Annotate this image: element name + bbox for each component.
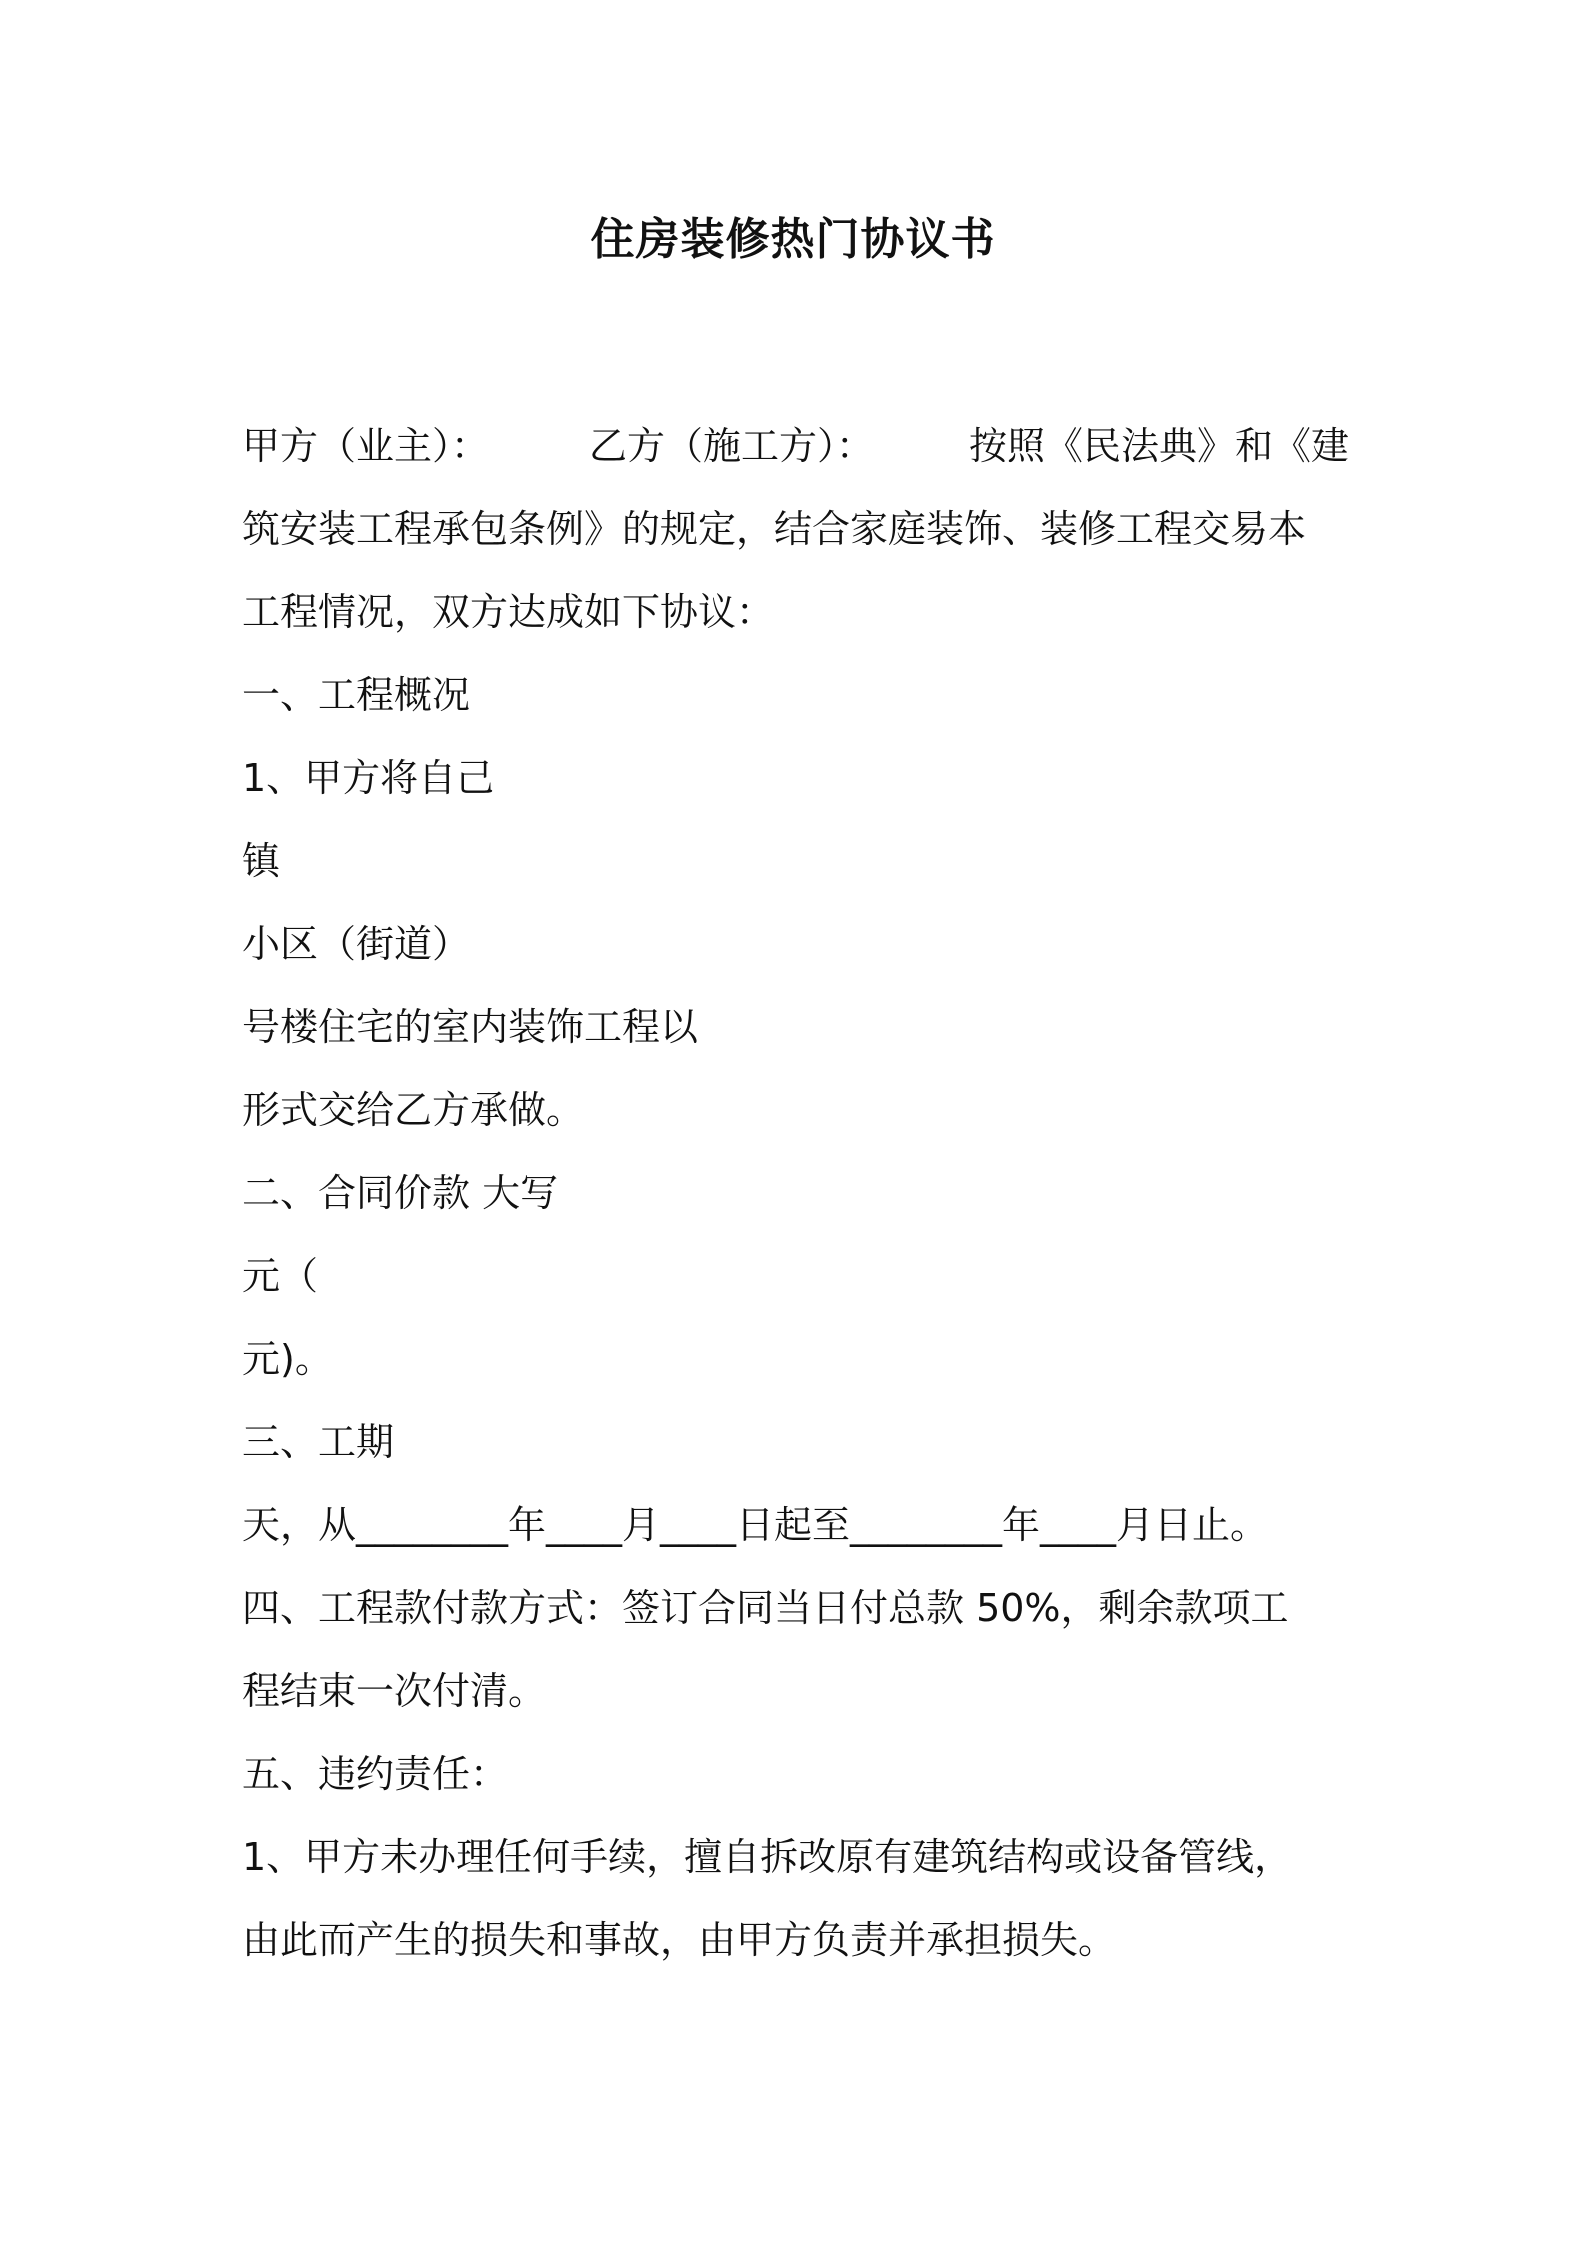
section-4-line-2: 程结束一次付清。 xyxy=(242,1669,547,1713)
party-a-label: 甲方（业主）： xyxy=(242,424,490,468)
intro-start-text: 按照《民法典》和《建 xyxy=(969,424,1350,468)
intro-line-3: 工程情况，双方达成如下协议： xyxy=(242,590,775,634)
section-2-yuan-close: 元)。 xyxy=(242,1337,333,1381)
section-4-line-1: 四、工程款付款方式：签订合同当日付总款 50%，剩余款项工 xyxy=(242,1586,1289,1630)
intro-line-1 xyxy=(242,405,1362,488)
section-1-building: 号楼住宅的室内装饰工程以 xyxy=(242,1005,699,1049)
section-1-town: 镇 xyxy=(242,839,281,883)
section-1-heading: 一、工程概况 xyxy=(242,673,471,717)
party-b-label: 乙方（施工方）： xyxy=(589,424,875,468)
section-2-heading: 二、合同价款 大写 xyxy=(242,1171,559,1215)
document-title: 住房装修热门协议书 xyxy=(590,214,996,265)
section-1-community: 小区（街道） xyxy=(242,922,471,966)
intro-line-2: 筑安装工程承包条例》的规定，结合家庭装饰、装修工程交易本 xyxy=(242,507,1307,551)
section-3-heading: 三、工期 xyxy=(242,1420,395,1464)
section-5-item-1-line-2: 由此而产生的损失和事故，由甲方负责并承担损失。 xyxy=(242,1918,1117,1962)
section-2-yuan-open: 元（ xyxy=(242,1254,319,1298)
section-5-heading: 五、违约责任： xyxy=(242,1752,509,1796)
section-5-item-1-line-1: 1、甲方未办理任何手续，擅自拆改原有建筑结构或设备管线， xyxy=(242,1835,1293,1879)
section-1-item-1: 1、甲方将自己 xyxy=(242,756,495,800)
document-body xyxy=(242,405,1362,1982)
section-1-form: 形式交给乙方承做。 xyxy=(242,1088,585,1132)
section-3-period: 天，从________年____月____日起至________年____月日止。 xyxy=(242,1503,1269,1547)
